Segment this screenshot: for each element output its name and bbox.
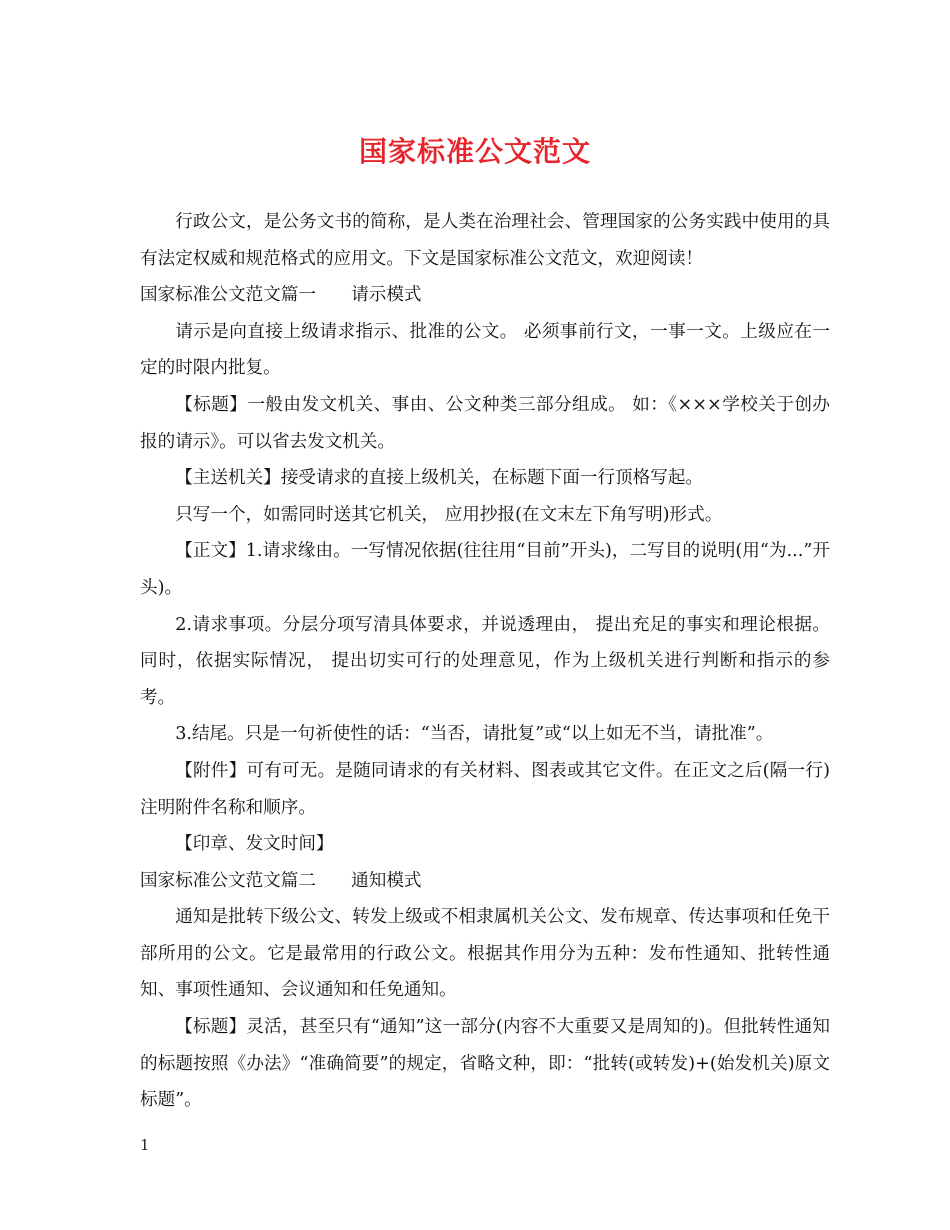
paragraph: 【印章、发文时间】	[175, 834, 334, 855]
paragraph: 【主送机关】接受请求的直接上级机关，在标题下面一行顶格写起。	[175, 468, 704, 489]
page-number: 1	[140, 1136, 150, 1154]
paragraph: 【标题】灵活，甚至只有“通知”这一部分(内容不大重要又是周知的)。但批转性通知的标题按照《办法》“准确简要”的规定，省略文种，即：“批转(或转发)+(始发机关)原文标题”。	[140, 1017, 830, 1111]
section-heading-2: 国家标准公文范文篇二 通知模式	[140, 870, 422, 891]
paragraph: 【标题】一般由发文机关、事由、公文种类三部分组成。 如：《×××学校关于创办报的请示》。可以省去发文机关。	[140, 394, 830, 452]
paragraph: 【正文】1.请求缘由。一写情况依据(往往用“目前”开头)，二写目的说明(用“为...”开头)。	[140, 541, 830, 598]
document-body	[140, 204, 830, 1119]
paragraph: 2.请求事项。分层分项写清具体要求，并说透理由， 提出充足的事实和理论根据。同时，依据实际情况， 提出切实可行的处理意见，作为上级机关进行判断和指示的参考。	[140, 614, 830, 708]
paragraph: 请示是向直接上级请求指示、批准的公文。 必须事前行文，一事一文。上级应在一定的时限内批复。	[140, 321, 830, 379]
paragraph: 3.结尾。只是一句祈使性的话：“当否，请批复”或“以上如无不当，请批准”。	[175, 724, 774, 745]
document-title: 国家标准公文范文	[358, 135, 591, 168]
section-heading-1: 国家标准公文范文篇一 请示模式	[140, 285, 422, 306]
paragraph: 【附件】可有可无。是随同请求的有关材料、图表或其它文件。在正文之后(隔一行)注明附件名称和顺序。	[140, 760, 830, 818]
paragraph: 通知是批转下级公文、转发上级或不相隶属机关公文、发布规章、传达事项和任免干部所用的公文。它是最常用的行政公文。根据其作用分为五种：发布性通知、批转性通知、事项性通知、会议通知和任免通知。	[140, 907, 830, 1001]
intro-paragraph: 行政公文，是公务文书的简称，是人类在治理社会、管理国家的公务实践中使用的具有法定权威和规范格式的应用文。下文是国家标准公文范文，欢迎阅读！	[140, 212, 830, 269]
paragraph: 只写一个，如需同时送其它机关， 应用抄报(在文末左下角写明)形式。	[175, 504, 723, 525]
